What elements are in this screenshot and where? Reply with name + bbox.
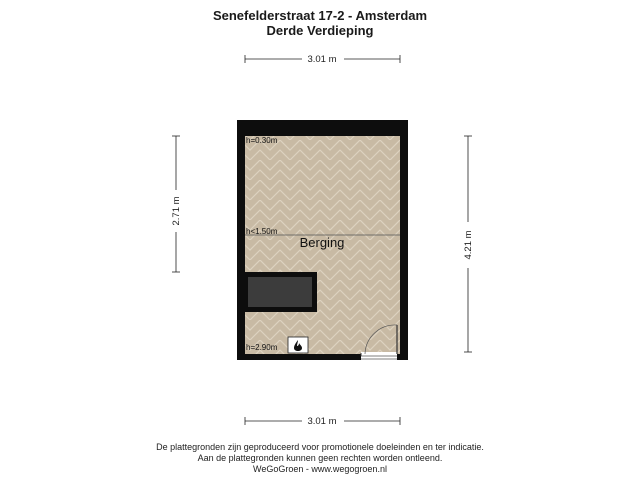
height-bottom-label: h=2.90m bbox=[246, 343, 278, 352]
dimension-left-label: 2.71 m bbox=[171, 196, 182, 226]
dimension-left bbox=[171, 136, 182, 272]
dimension-top-label: 3.01 m bbox=[307, 54, 337, 65]
disclaimer bbox=[0, 442, 640, 475]
dimension-right bbox=[463, 136, 474, 352]
plan-subtitle: Derde Verdieping bbox=[266, 23, 374, 38]
room-name: Berging bbox=[299, 235, 345, 250]
fire-icon bbox=[288, 337, 308, 353]
dimension-bottom bbox=[245, 416, 400, 427]
plan-title: Senefelderstraat 17-2 - Amsterdam bbox=[212, 8, 428, 23]
disclaimer-line-1: De plattegronden zijn geproduceerd voor promotionele doeleinden en ter indicatie. bbox=[156, 442, 484, 452]
disclaimer-line-3: WeGoGroen - www.wegogroen.nl bbox=[253, 464, 387, 474]
height-mid-label: h<1.50m bbox=[246, 227, 278, 236]
stair-block bbox=[248, 277, 312, 307]
dimension-right-label: 4.21 m bbox=[463, 230, 474, 260]
height-top-label: h=0.30m bbox=[246, 136, 278, 145]
dimension-top bbox=[245, 54, 400, 65]
dimension-bottom-label: 3.01 m bbox=[307, 416, 337, 427]
disclaimer-line-2: Aan de plattegronden kunnen geen rechten worden ontleend. bbox=[197, 453, 443, 463]
